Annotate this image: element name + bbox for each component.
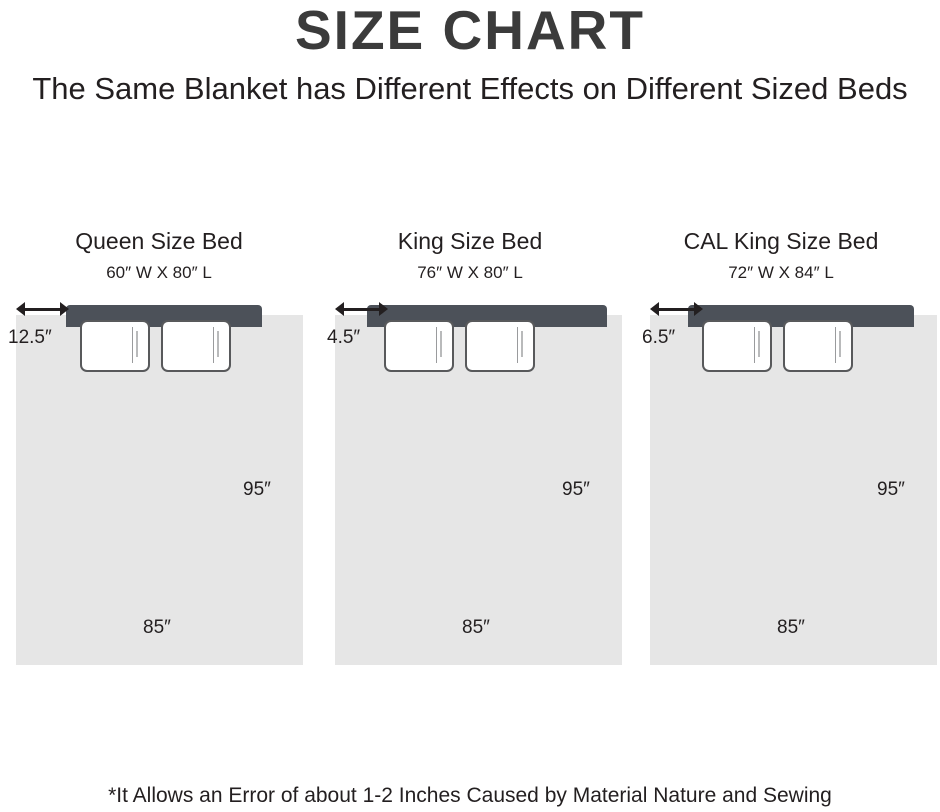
footnote: *It Allows an Error of about 1-2 Inches Caused by Material Nature and Sewing — [108, 784, 832, 807]
pillow-left — [80, 320, 150, 372]
bed-name: Queen Size Bed — [75, 228, 243, 254]
bed-diagram — [8, 297, 310, 677]
bed-name: King Size Bed — [397, 228, 543, 254]
blanket-length-label: 95″ — [562, 478, 590, 500]
bed-diagram — [630, 297, 932, 677]
pillow-left — [384, 320, 454, 372]
blanket-length-label: 95″ — [243, 478, 271, 500]
overhang-arrow — [650, 301, 712, 317]
overhang-arrow — [335, 301, 397, 317]
pillow-crease-icon — [835, 327, 845, 363]
overhang-label: 4.5″ — [327, 326, 361, 348]
bed-dimensions: 60″ W X 80″ L — [106, 262, 212, 282]
arrow-line — [341, 308, 383, 311]
pillow-crease-icon — [213, 327, 223, 363]
blanket-width-label: 85″ — [143, 616, 171, 638]
overhang-label: 12.5″ — [8, 326, 52, 348]
pillow-crease-icon — [517, 327, 527, 363]
blanket-width-label: 85″ — [777, 616, 805, 638]
bed-dimensions: 72″ W X 84″ L — [728, 262, 834, 282]
pillow-crease-icon — [132, 327, 142, 363]
pillow-crease-icon — [754, 327, 764, 363]
bed-diagram — [319, 297, 621, 677]
pillow-left — [702, 320, 772, 372]
overhang-label: 6.5″ — [642, 326, 676, 348]
blanket-length-label: 95″ — [877, 478, 905, 500]
pillow-right — [465, 320, 535, 372]
arrow-head-right-icon — [60, 302, 69, 316]
bed-card-queen — [8, 228, 310, 677]
bed-card-cal-king — [630, 228, 932, 677]
pillow-right — [783, 320, 853, 372]
bed-card-king — [319, 228, 621, 677]
page-title: SIZE CHART — [295, 0, 645, 61]
arrow-head-right-icon — [694, 302, 703, 316]
pillow-right — [161, 320, 231, 372]
arrow-line — [656, 308, 698, 311]
pillow-crease-icon — [436, 327, 446, 363]
bed-comparison-row — [0, 228, 940, 677]
page-subtitle: The Same Blanket has Different Effects on Different Sized Beds — [32, 70, 908, 106]
arrow-line — [22, 308, 64, 311]
bed-name: CAL King Size Bed — [683, 228, 879, 254]
overhang-arrow — [16, 301, 78, 317]
bed-dimensions: 76″ W X 80″ L — [417, 262, 523, 282]
blanket-width-label: 85″ — [462, 616, 490, 638]
arrow-head-right-icon — [379, 302, 388, 316]
